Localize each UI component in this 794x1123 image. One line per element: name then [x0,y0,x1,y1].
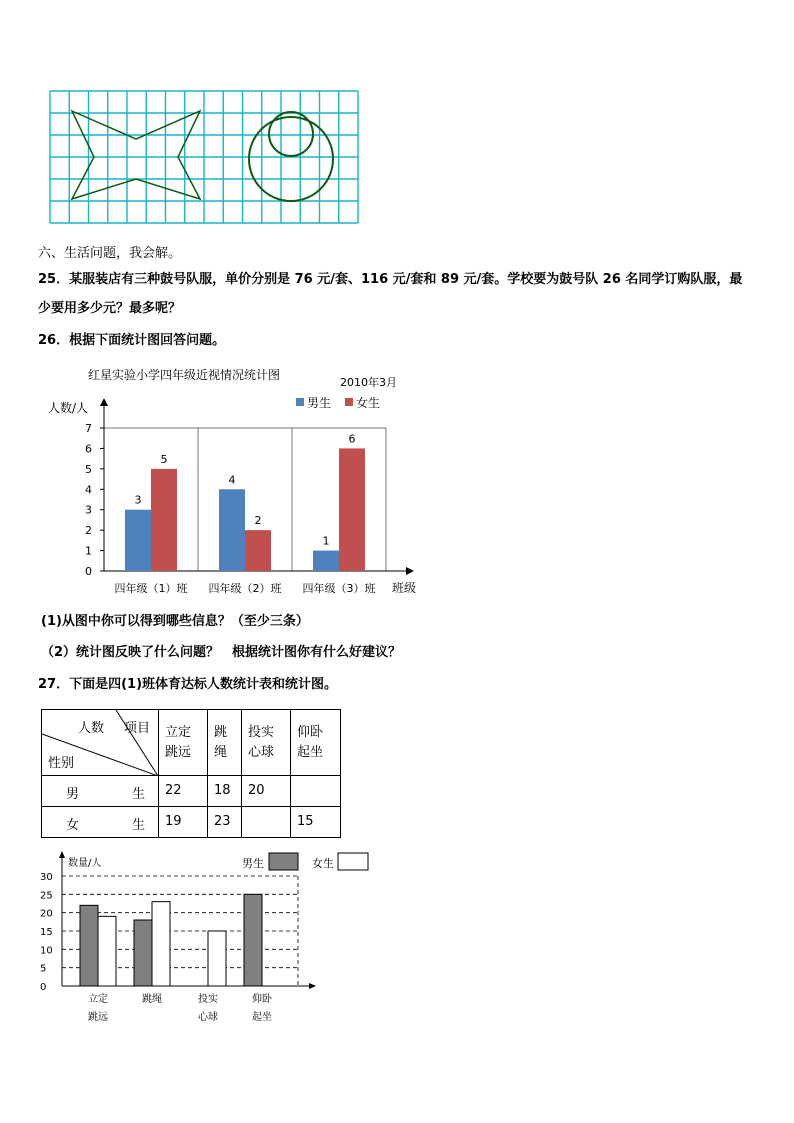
legend-boy-swatch [296,398,304,406]
bowtie-shape [72,111,200,199]
cell-value: 20 [242,776,291,807]
x-tick-label: 四年级（1）班 [114,582,188,595]
y-tick-label: 5 [40,963,47,975]
q27-text: 27．下面是四(1)班体育达标人数统计表和统计图。 [38,677,338,692]
legend-boy-label: 男生 [307,396,332,410]
y-tick-label: 20 [40,908,53,920]
x-tick-label: 心球 [198,1012,218,1023]
q25-line2: 少要用多少元？最多呢？ [38,301,182,316]
legend-boy-swatch-2 [269,853,298,870]
y-axis-arrow [100,398,108,406]
bar [245,530,271,571]
small-circle [269,112,313,156]
bar [219,489,245,571]
x-axis-arrow [309,983,316,989]
legend-girl-label-2: 女生 [312,857,334,870]
cell-value: 15 [291,807,341,838]
cell-value [291,776,341,807]
y-tick-label: 0 [40,982,47,993]
x-tick-label: 起坐 [252,1012,272,1023]
legend-boy-label-2: 男生 [242,857,264,870]
x-tick-label: 跳绳 [142,994,162,1005]
y-tick-label: 2 [85,524,92,538]
y-tick-label: 3 [85,503,92,517]
bar [313,551,339,571]
fitness-table [41,709,341,838]
table-row [42,776,341,807]
bar [339,448,365,571]
header-gender: 性别 [48,756,75,771]
col-standing-jump: 立定 跳远 [159,710,208,776]
data-label: 3 [134,493,142,507]
data-label: 2 [254,514,262,528]
y-tick-label: 30 [40,872,53,883]
cell-value: 23 [208,807,242,838]
bar [151,469,177,571]
y-tick-label: 10 [40,945,53,957]
y-tick-label: 1 [85,544,92,558]
bar [244,894,262,986]
bar [208,931,226,986]
bar [98,916,116,986]
header-item: 项目 [124,721,151,736]
cell-value: 22 [159,776,208,807]
q26-sub2: （2）统计图反映了什么问题？ 根据统计图你有什么好建议？ [41,645,402,660]
cell-value: 19 [159,807,208,838]
bar [134,920,152,986]
bar [125,510,151,571]
x-tick-label: 立定 [88,994,108,1005]
legend-girl-swatch-2 [338,853,368,870]
y-tick-label: 25 [40,890,53,902]
y-tick-label: 0 [85,565,92,578]
col-situp: 仰卧 起坐 [291,710,341,776]
cell-value: 18 [208,776,242,807]
section-heading: 六、生活问题，我会解。 [38,246,182,261]
chart1-ylabel: 人数/人 [48,401,89,415]
data-label: 6 [348,432,356,446]
chart1-subtitle: 2010年3月 [340,376,397,389]
x-axis-arrow [406,567,414,575]
x-tick-label: 投实 [198,994,218,1005]
col-ball: 投实 心球 [242,710,291,776]
legend-girl-label: 女生 [356,396,381,410]
y-tick-label: 15 [40,927,53,938]
chart1-title: 红星实验小学四年级近视情况统计图 [88,368,281,382]
table-corner-header [42,710,159,776]
header-people: 人数 [78,721,105,736]
fitness-chart [30,848,380,1028]
grid-figure [48,89,360,225]
bar [80,905,98,986]
x-tick-label: 仰卧 [252,994,272,1005]
q26-sub1: (1)从图中你可以得到哪些信息？（至少三条） [41,614,309,629]
y-tick-label: 6 [85,442,92,456]
y-tick-label: 5 [85,462,92,476]
row-label-boys: 男 生 [42,776,159,807]
cell-value [242,807,291,838]
x-tick-label: 四年级（2）班 [208,582,282,595]
y-tick-label: 4 [85,483,92,497]
table-row [42,807,341,838]
data-label: 1 [322,534,330,548]
legend-girl-swatch [345,398,353,406]
chart1-xlabel: 班级 [392,581,417,595]
data-label: 5 [160,452,168,466]
y-tick-label: 7 [85,422,92,435]
data-label: 4 [228,473,236,487]
col-rope: 跳 绳 [208,710,242,776]
q25-line1: 25．某服装店有三种鼓号队服，单价分别是 76 元/套、116 元/套和 89 元/套。学校要为鼓号队 26 名同学订购队服，最 [38,272,743,287]
grid-lines [50,91,358,223]
myopia-chart [40,360,440,605]
chart2-ylabel: 数量/人 [68,858,102,869]
y-axis-arrow [59,851,65,858]
row-label-girls: 女 生 [42,807,159,838]
bar [152,902,170,986]
x-tick-label: 四年级（3）班 [302,582,376,595]
x-tick-label: 跳远 [88,1012,108,1023]
q26-text: 26．根据下面统计图回答问题。 [38,333,226,348]
